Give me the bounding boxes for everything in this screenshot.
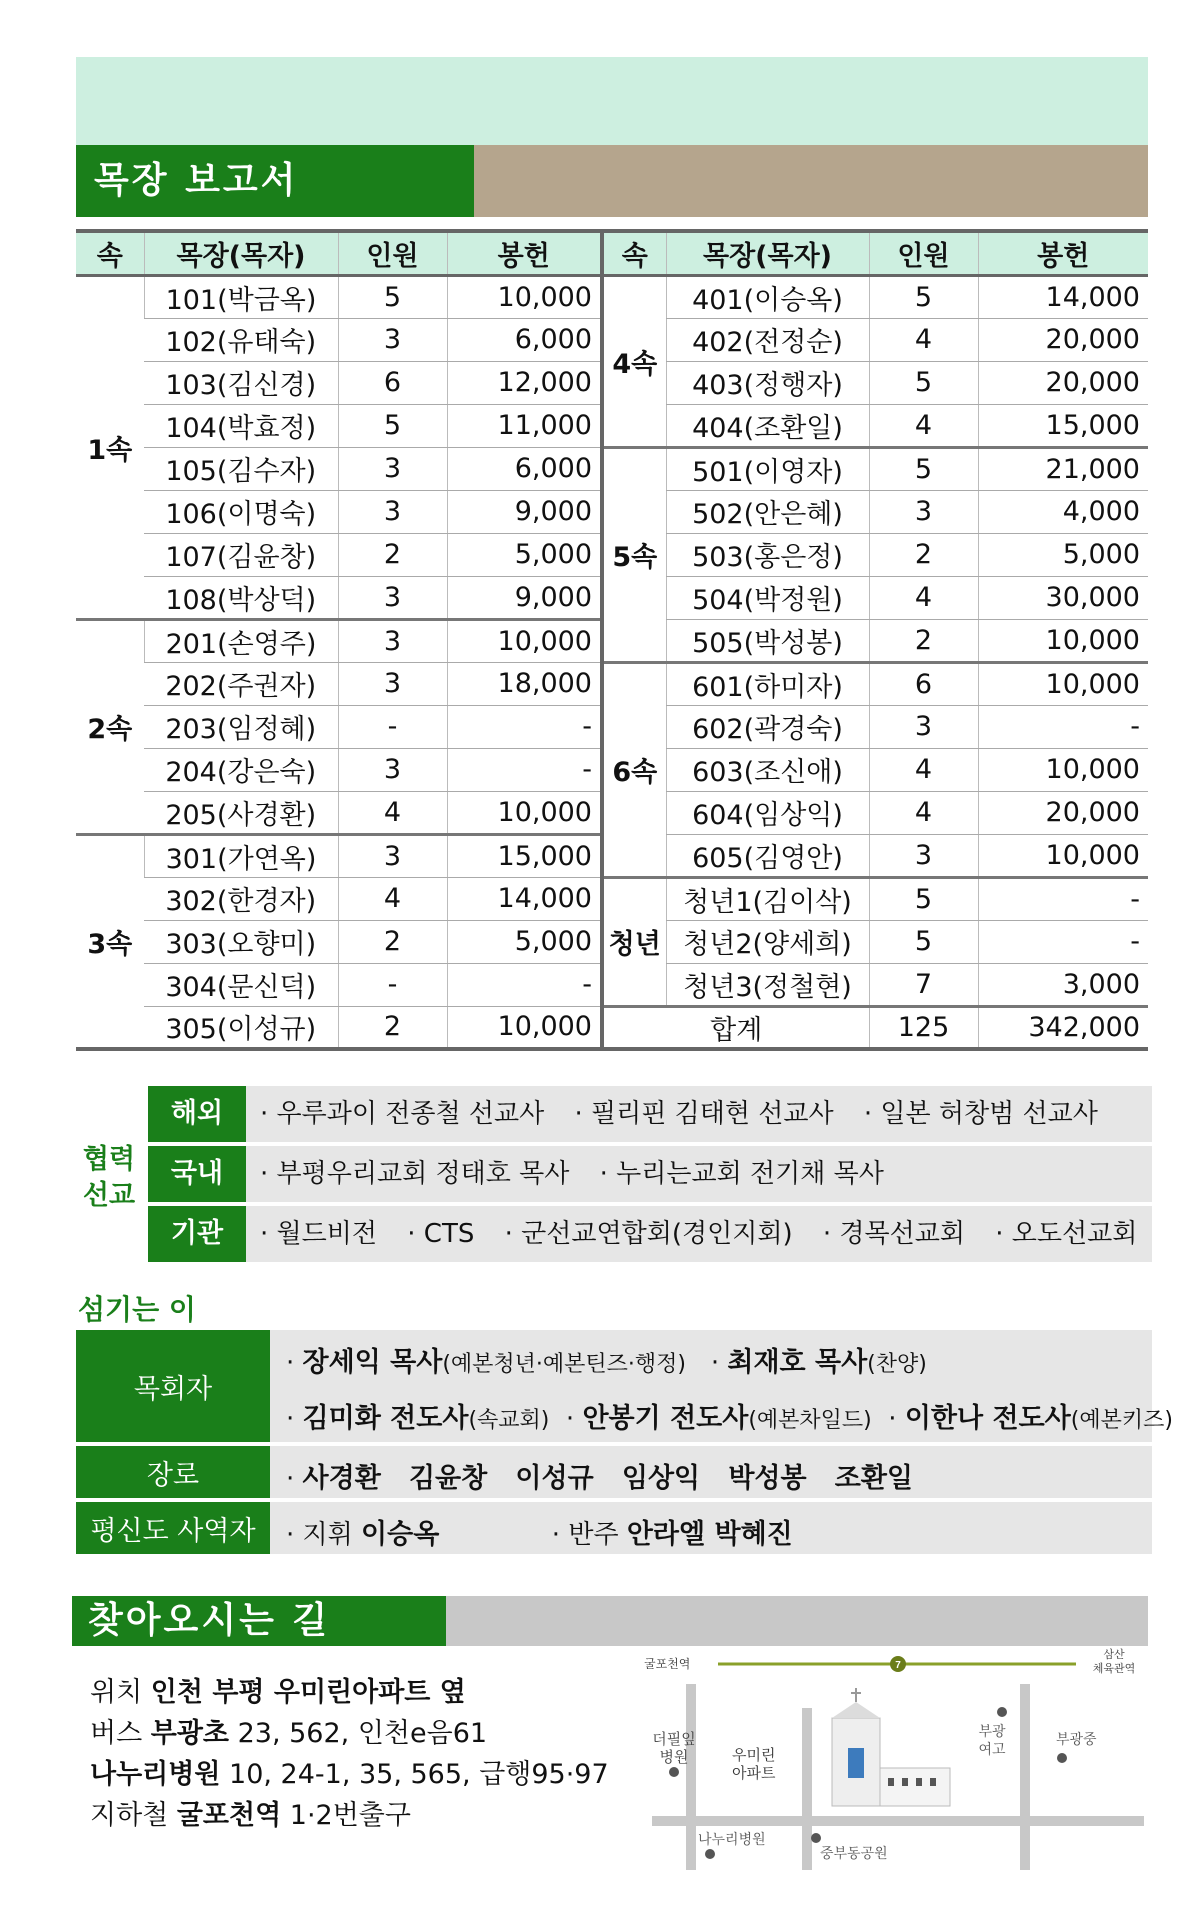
member-count: 3 [338,490,447,533]
group-label: 5속 [602,447,666,662]
apartment-label-2: 아파트 [732,1765,776,1782]
mokjang-name: 503(홍은정) [666,533,869,576]
mokjang-name: 401(이승옥) [666,275,869,318]
elder-names: 사경환 김윤창 이성규 임상익 박성봉 조환일 [302,1463,914,1494]
mokjang-name: 201(손영주) [144,619,338,662]
table-row [76,275,1148,318]
pastor-name: 장세익 목사 [302,1347,443,1378]
offering-amount: 20,000 [978,361,1148,404]
lay-name: 안라엘 박혜진 [626,1519,793,1550]
road-middle [802,1708,812,1870]
pastor-name: 안봉기 전도사 [582,1403,749,1434]
mokjang-name: 203(임정혜) [144,705,338,748]
park-label: 중부동공원 [820,1845,888,1861]
list-item: · 우루과이 전종철 선교사 [260,1099,545,1129]
offering-amount: 10,000 [978,834,1148,877]
bus-stop-2: 나누리병원 [90,1759,221,1790]
elders-list: · 사경환 김윤창 이성규 임상익 박성봉 조환일 [286,1463,914,1494]
mokjang-name: 107(김윤창) [144,533,338,576]
list-item: · 부평우리교회 정태호 목사 [260,1159,570,1189]
mokjang-name: 604(임상익) [666,791,869,834]
offering-amount: 9,000 [447,576,602,619]
member-count: 3 [338,576,447,619]
domestic-row [148,1146,1152,1202]
list-item: · 일본 허창범 선교사 [863,1099,1098,1129]
member-count: 5 [869,447,978,490]
member-count: 3 [869,705,978,748]
subway-station: 굴포천역 [176,1800,282,1831]
member-count: 5 [869,920,978,963]
mokjang-name: 403(정행자) [666,361,869,404]
middle-school-marker-icon [1057,1753,1067,1763]
member-count: - [338,963,447,1006]
location-line [90,1672,609,1713]
bus-routes-2: 10, 24-1, 35, 565, 급행95·97 [229,1759,609,1790]
pastor-name: 이한나 전도사 [904,1403,1071,1434]
list-item: · 월드비전 [260,1219,377,1249]
mokjang-name: 청년2(양세희) [666,920,869,963]
header-count: 인원 [338,231,447,275]
offering-amount: - [447,705,602,748]
pastor-name: 김미화 전도사 [302,1403,469,1434]
subway-label: 지하철 [90,1800,169,1831]
pastor-role: (예본청년·예본틴즈·행정) [442,1352,687,1377]
pastor-role: (찬양) [867,1352,927,1377]
pastors-line2: · 김미화 전도사(속교회) · 안봉기 전도사(예본차일드) · 이한나 전도사(예본키즈) [286,1403,1173,1434]
member-count: 6 [869,662,978,705]
partner-missions [76,1086,1152,1266]
member-count: 3 [338,318,447,361]
header-group: 속 [76,231,144,275]
offering-amount: 15,000 [978,404,1148,447]
mokjang-name: 105(김수자) [144,447,338,490]
road-right [1020,1684,1030,1870]
mokjang-name: 501(이영자) [666,447,869,490]
mokjang-name: 502(안은혜) [666,490,869,533]
hospital-label-2: 병원 [659,1749,689,1766]
member-count: 4 [869,576,978,619]
lay-name: 이승옥 [361,1519,440,1550]
table-row [76,447,1148,490]
lay-ministers-row [76,1502,1152,1554]
overseas-row [148,1086,1152,1142]
hospital-marker-icon [669,1767,679,1777]
mokjang-name: 103(김신경) [144,361,338,404]
mokjang-name: 605(김영안) [666,834,869,877]
bus-line [90,1713,609,1754]
offering-amount: - [978,705,1148,748]
domestic-list [260,1146,906,1202]
offering-amount: 5,000 [447,533,602,576]
offering-amount: 10,000 [447,619,602,662]
offering-amount: 21,000 [978,447,1148,490]
lay-role: 지휘 [302,1520,353,1550]
elders-key: 장로 [76,1446,270,1498]
offering-amount: 14,000 [978,275,1148,318]
mokjang-name: 205(사경환) [144,791,338,834]
pastor-role: (속교회) [468,1408,550,1433]
offering-amount: 10,000 [978,619,1148,662]
member-count: 4 [869,404,978,447]
hospital-label-1: 더필잎 [652,1731,696,1748]
member-count: 3 [338,447,447,490]
header-offering: 봉헌 [978,231,1148,275]
organization-list [260,1206,1159,1262]
mokjang-name: 104(박효정) [144,404,338,447]
group-label: 6속 [602,662,666,877]
overseas-list [260,1086,1120,1142]
table-row [76,877,1148,920]
directions-info [90,1672,609,1836]
partner-missions-label [76,1142,142,1214]
location-value: 인천 부평 우미린아파트 옆 [150,1677,466,1708]
mokjang-name: 303(오향미) [144,920,338,963]
organization-key: 기관 [148,1206,246,1262]
mokjang-name: 102(유태숙) [144,318,338,361]
directions-title: 찾아오시는 길 [72,1596,446,1646]
report-table [76,229,1148,1051]
offering-amount: 10,000 [447,1006,602,1049]
offering-amount: 4,000 [978,490,1148,533]
girls-school-label-1: 부광 [978,1723,1006,1739]
offering-amount: 10,000 [978,662,1148,705]
member-count: 7 [869,963,978,1006]
member-count: 3 [338,834,447,877]
nanuri-marker-icon [705,1849,715,1859]
pastors-line1: · 장세익 목사(예본청년·예본틴즈·행정) · 최재호 목사(찬양) [286,1347,927,1378]
bus2-line [90,1754,609,1795]
lay-ministers-list: · 지휘 이승옥 · 반주 안라엘 박혜진 [286,1519,793,1550]
table-row [76,662,1148,705]
list-item: · 누리는교회 전기채 목사 [599,1159,884,1189]
member-count: 5 [869,361,978,404]
serve-title: 섬기는 이 [78,1293,196,1326]
member-count: 4 [338,791,447,834]
middle-school-label: 부광중 [1056,1731,1097,1747]
offering-amount: 6,000 [447,447,602,490]
overseas-key: 해외 [148,1086,246,1142]
group-label: 3속 [76,834,144,1049]
samsan-station-label-2: 체육관역 [1092,1663,1136,1675]
table-row [76,1006,1148,1049]
member-count: 3 [338,748,447,791]
mokjang-name: 305(이성규) [144,1006,338,1049]
elders-row [76,1446,1152,1498]
pastor-name: 최재호 목사 [727,1347,868,1378]
list-item: · 오도선교회 [995,1219,1138,1249]
location-label: 위치 [90,1677,143,1708]
mokjang-name: 302(한경자) [144,877,338,920]
group-label: 청년 [602,877,666,1006]
offering-amount: 5,000 [978,533,1148,576]
offering-amount: 11,000 [447,404,602,447]
offering-amount: 14,000 [447,877,602,920]
member-count: 3 [869,490,978,533]
pastors-key: 목회자 [76,1330,270,1442]
member-count: 6 [338,361,447,404]
offering-amount: - [447,963,602,1006]
pastor-role: (예본차일드) [748,1408,872,1433]
total-amount: 342,000 [978,1006,1148,1049]
mokjang-name: 204(강은숙) [144,748,338,791]
directions-header [72,1596,1148,1646]
pastors-row [76,1330,1173,1442]
offering-amount: 5,000 [447,920,602,963]
member-count: 5 [869,877,978,920]
offering-amount: - [447,748,602,791]
member-count: - [338,705,447,748]
mokjang-name: 202(주권자) [144,662,338,705]
offering-amount: 18,000 [447,662,602,705]
mokjang-name: 602(곽경숙) [666,705,869,748]
bus-label: 버스 [90,1718,143,1749]
list-item: · 필리핀 김태현 선교사 [574,1099,834,1129]
report-header [76,145,1148,217]
mokjang-name: 505(박성봉) [666,619,869,662]
group-label: 1속 [76,275,144,619]
total-label: 합계 [602,1006,869,1049]
mokjang-name: 청년3(정철현) [666,963,869,1006]
offering-amount: 30,000 [978,576,1148,619]
group-label: 4속 [602,275,666,447]
domestic-key: 국내 [148,1146,246,1202]
member-count: 3 [338,619,447,662]
report-title: 목장 보고서 [76,145,474,217]
offering-amount: 20,000 [978,318,1148,361]
girls-school-marker-icon [997,1707,1007,1717]
top-band [76,57,1148,145]
member-count: 2 [869,533,978,576]
gulpocheon-station-label: 굴포천역 [644,1657,691,1671]
member-count: 5 [338,275,447,318]
header-mokjang: 목장(목자) [666,231,869,275]
road-left [686,1684,696,1870]
church-building-icon [832,1688,950,1806]
offering-amount: 15,000 [447,834,602,877]
partner-label-line2: 선교 [82,1180,136,1211]
offering-amount: 3,000 [978,963,1148,1006]
mokjang-name: 101(박금옥) [144,275,338,318]
list-item: · 군선교연합회(경인지회) [504,1219,793,1249]
bus-stop: 부광초 [150,1718,230,1749]
mokjang-name: 404(조환일) [666,404,869,447]
list-item: · CTS [407,1219,475,1249]
nanuri-hospital-label: 나누리병원 [698,1831,766,1847]
member-count: 4 [869,748,978,791]
samsan-station-label-1: 삼산 [1103,1649,1125,1661]
member-count: 4 [869,791,978,834]
mokjang-name: 603(조신애) [666,748,869,791]
mokjang-name: 601(하미자) [666,662,869,705]
member-count: 2 [338,920,447,963]
lay-ministers-key: 평신도 사역자 [76,1502,270,1554]
member-count: 5 [869,275,978,318]
total-count: 125 [869,1006,978,1049]
offering-amount: 12,000 [447,361,602,404]
organization-row [148,1206,1152,1262]
mokjang-name: 106(이명숙) [144,490,338,533]
park-marker-icon [811,1833,821,1843]
offering-amount: 10,000 [978,748,1148,791]
offering-amount: 10,000 [447,791,602,834]
member-count: 4 [869,318,978,361]
header-mokjang: 목장(목자) [144,231,338,275]
member-count: 2 [338,1006,447,1049]
subway-line [90,1795,609,1836]
mokjang-name: 108(박상덕) [144,576,338,619]
pastor-role: (예본키즈) [1070,1408,1173,1433]
partner-label-line1: 협력 [82,1144,136,1175]
bus-routes: 23, 562, 인천e음61 [237,1718,488,1749]
member-count: 5 [338,404,447,447]
offering-amount: 10,000 [447,275,602,318]
location-map [636,1648,1150,1872]
offering-amount: 20,000 [978,791,1148,834]
list-item: · 경목선교회 [822,1219,965,1249]
line-7-number: 7 [895,1660,901,1671]
group-label: 2속 [76,619,144,834]
member-count: 2 [869,619,978,662]
offering-amount: - [978,920,1148,963]
member-count: 4 [338,877,447,920]
offering-amount: 9,000 [447,490,602,533]
road-horizontal [652,1816,1144,1826]
offering-amount: - [978,877,1148,920]
member-count: 2 [338,533,447,576]
apartment-label-1: 우미린 [732,1747,776,1764]
member-count: 3 [338,662,447,705]
mokjang-name: 301(가연옥) [144,834,338,877]
header-group: 속 [602,231,666,275]
lay-role: 반주 [568,1520,619,1550]
girls-school-label-2: 여고 [978,1741,1006,1757]
mokjang-name: 304(문신덕) [144,963,338,1006]
mokjang-name: 402(전정순) [666,318,869,361]
table-header-row [76,231,1148,275]
offering-amount: 6,000 [447,318,602,361]
mokjang-name: 청년1(김이삭) [666,877,869,920]
header-offering: 봉헌 [447,231,602,275]
header-count: 인원 [869,231,978,275]
mokjang-name: 504(박정원) [666,576,869,619]
subway-exit: 1·2번출구 [289,1800,411,1831]
member-count: 3 [869,834,978,877]
